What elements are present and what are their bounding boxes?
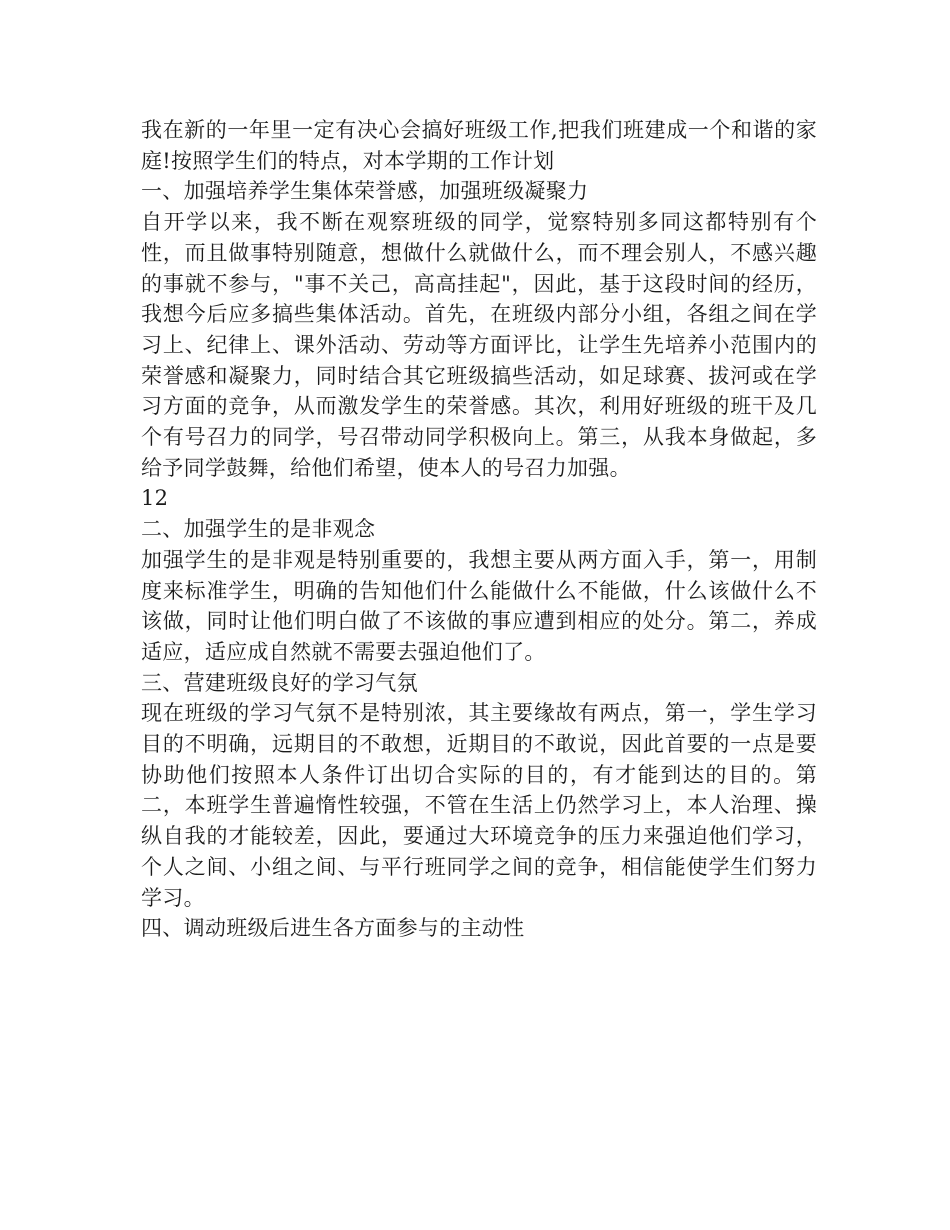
page-number-text: 12 — [141, 486, 169, 511]
section-heading-4: 四、调动班级后进生各方面参与的主动性 — [141, 916, 525, 941]
section-heading-1: 一、加强培养学生集体荣誉感，加强班级凝聚力 — [141, 179, 589, 204]
document-body — [141, 115, 817, 944]
section-body-2: 加强学生的是非观是特别重要的，我想主要从两方面入手，第一，用制度来标准学生，明确的告知他们什么能做什么不能做，什么该做什么不该做，同时让他们明白做了不该做的事应遭到相应的处分。第二，养成适应，适应成自然就不需要去强迫他们了。 — [141, 547, 817, 664]
section-heading-2: 二、加强学生的是非观念 — [141, 517, 376, 542]
section-body-1: 自开学以来，我不断在观察班级的同学，觉察特别多同这都特别有个性，而且做事特别随意，想做什么就做什么，而不理会别人，不感兴趣的事就不参与，"事不关己，高高挂起"，因此，基于这段时间的经历，我想今后应多搞些集体活动。首先，在班级内部分小组，各组之间在学习上、纪律上、课外活动、劳动等方面评比，让学生先培养小范围内的荣誉感和凝聚力，同时结合其它班级搞些活动，如足球赛、拔河或在学习方面的竞争，从而激发学生的荣誉感。其次，利用好班级的班干及几个有号召力的同学，号召带动同学积极向上。第三，从我本身做起，多给予同学鼓舞，给他们希望，使本人的号召力加强。 — [141, 210, 817, 480]
section-body-3: 现在班级的学习气氛不是特别浓，其主要缘故有两点，第一，学生学习目的不明确，远期目的不敢想，近期目的不敢说，因此首要的一点是要协助他们按照本人条件订出切合实际的目的，有才能到达的目的。第二，本班学生普遍惰性较强，不管在生活上仍然学习上，本人治理、操纵自我的才能较差，因此，要通过大环境竞争的压力来强迫他们学习，个人之间、小组之间、与平行班同学之间的竞争，相信能使学生们努力学习。 — [141, 701, 817, 910]
section-heading-3: 三、营建班级良好的学习气氛 — [141, 670, 418, 695]
intro-paragraph: 我在新的一年里一定有决心会搞好班级工作,把我们班建成一个和谐的家庭!按照学生们的特点，对本学期的工作计划 — [141, 118, 817, 173]
